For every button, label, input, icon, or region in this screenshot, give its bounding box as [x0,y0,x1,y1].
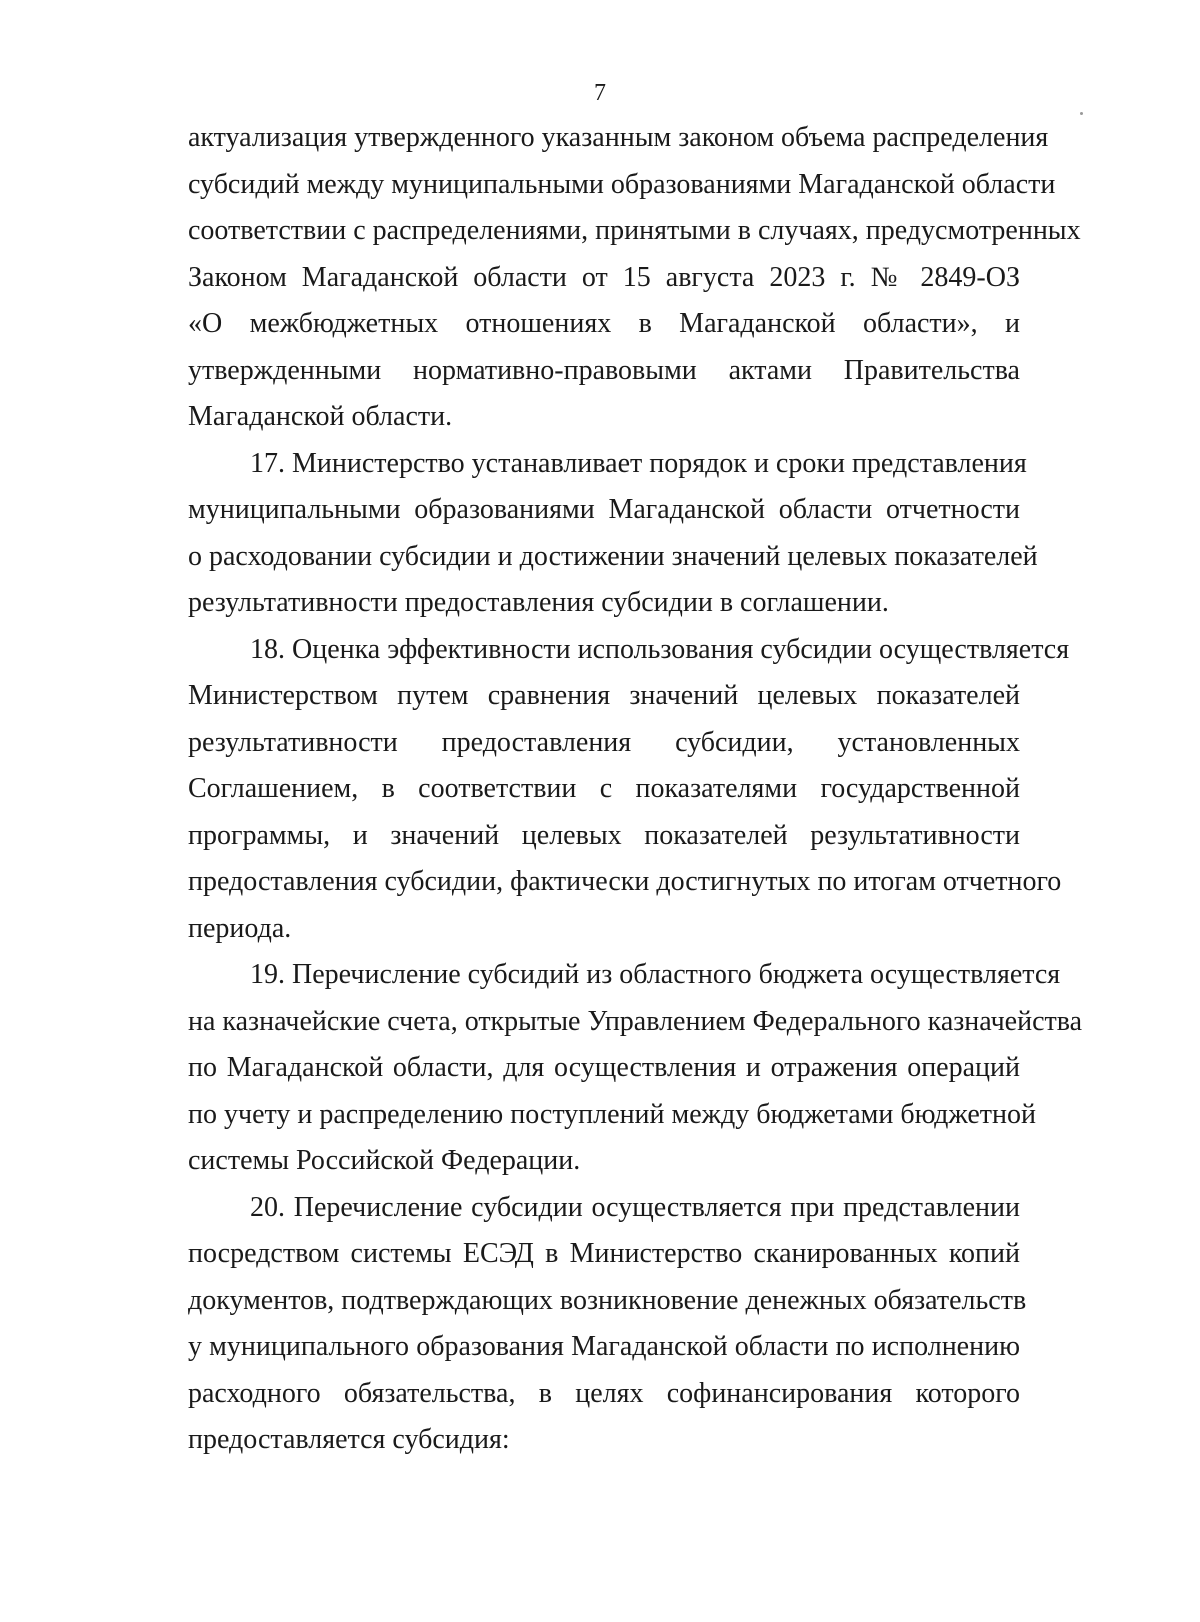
text-line: на казначейские счета, открытые Управлением Федерального казначейства [188,1005,1083,1037]
text-line: у муниципального образования Магаданской области по исполнению [188,1331,1020,1362]
text-line: результативности предоставления субсидии в соглашении. [188,587,889,618]
text-line: 17. Министерство устанавливает порядок и сроки представления [250,447,1027,479]
text-line: о расходовании субсидии и достижении значений целевых показателей [188,540,1038,572]
text-line: Соглашением, в соответствии с показателями государственной [188,773,1020,804]
text-line: субсидий между муниципальными образованиями Магаданской области [188,168,1056,200]
text-line: предоставляется субсидия: [188,1424,510,1455]
text-line: Магаданской области. [188,401,453,432]
text-line: 20. Перечисление субсидии осуществляется при представлении [250,1191,1020,1223]
text-line: по учету и распределению поступлений между бюджетами бюджетной [188,1098,1036,1130]
text-line: посредством системы ЕСЭД в Министерство сканированных копий [188,1238,1020,1269]
text-line: 19. Перечисление субсидий из областного бюджета осуществляется [250,959,1061,990]
text-line: документов, подтверждающих возникновение денежных обязательств [188,1284,1027,1316]
text-line: программы, и значений целевых показателей результативности [188,819,1020,851]
text-line: системы Российской Федерации. [188,1145,581,1176]
paragraph-18 [188,627,1070,953]
document-body [188,115,1083,1464]
text-line: предоставления субсидии, фактически достигнутых по итогам отчетного [188,866,1062,897]
paragraph-20 [188,1185,1027,1464]
paragraph-continuation [188,115,1081,441]
text-line: расходного обязательства, в целях софинансирования которого [188,1377,1020,1409]
paragraph-19 [188,952,1083,1185]
text-line: соответствии с распределениями, принятыми в случаях, предусмотренных [188,215,1081,246]
text-line: периода. [188,912,292,944]
text-line: Законом Магаданской области от 15 августа 2023 г. № 2849-ОЗ [188,261,1020,293]
text-line: актуализация утвержденного указанным законом объема распределения [188,122,1049,153]
text-line: утвержденными нормативно-правовыми актами Правительства [188,354,1020,386]
text-line: муниципальными образованиями Магаданской области отчетности [188,494,1020,525]
text-line: 18. Оценка эффективности использования субсидии осуществляется [250,633,1070,665]
scan-speck [1080,112,1083,115]
page-number: 7 [594,80,606,106]
text-line: Министерством путем сравнения значений целевых показателей [188,680,1020,711]
text-line: результативности предоставления субсидии, установленных [188,726,1020,758]
text-line: «О межбюджетных отношениях в Магаданской области», и [188,308,1020,339]
text-line: по Магаданской области, для осуществления и отражения операций [188,1052,1020,1083]
paragraph-17 [188,441,1038,627]
